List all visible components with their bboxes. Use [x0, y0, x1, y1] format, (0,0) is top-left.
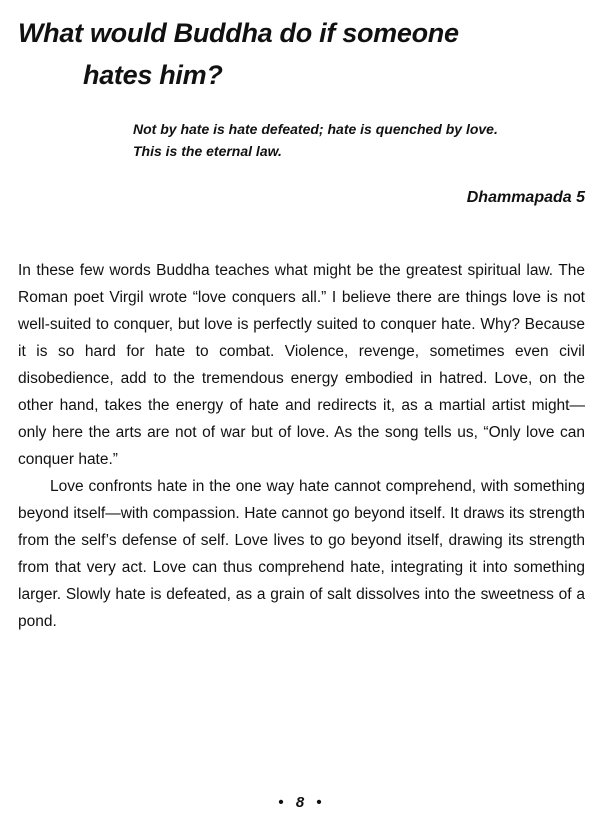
body-text	[18, 257, 585, 635]
chapter-title-line-1: What would Buddha do if someone	[18, 18, 459, 48]
page-footer	[0, 793, 600, 813]
footer-bullet-right: •	[316, 794, 322, 811]
chapter-title-line-2: hates him?	[83, 60, 223, 90]
epigraph-line-1: Not by hate is hate defeated; hate is quenched by love.	[133, 121, 498, 137]
body-paragraph-2: Love confronts hate in the one way hate cannot comprehend, with something beyond itself—with compassion. Hate cannot go beyond itself. It draws its strength from the self’s defense of self. Love lives to go beyond itself, drawing its strength from that very act. Love can thus comprehend hate, integrating it into something larger. Slowly hate is defeated, as a grain of salt dissolves into the sweetness of a pond.	[18, 478, 585, 630]
epigraph-quote	[133, 118, 583, 162]
epigraph-source: Dhammapada 5	[466, 189, 585, 206]
page-number: 8	[295, 794, 305, 811]
chapter-title	[18, 12, 588, 96]
epigraph-line-2: This is the eternal law.	[133, 143, 282, 159]
footer-bullet-left: •	[278, 794, 284, 811]
body-paragraph-1: In these few words Buddha teaches what might be the greatest spiritual law. The Roman poet Virgil wrote “love conquers all.” I believe there are things love is not well-suited to conquer, but love is perfectly suited to conquer hate. Why? Because it is so hard for hate to combat. Violence, revenge, sometimes even civil disobedience, add to the tremendous energy embodied in hatred. Love, on the other hand, takes the energy of hate and redirects it, as a martial artist might—only here the arts are not of war but of love. As the song tells us, “Only love can conquer hate.”	[18, 262, 585, 468]
